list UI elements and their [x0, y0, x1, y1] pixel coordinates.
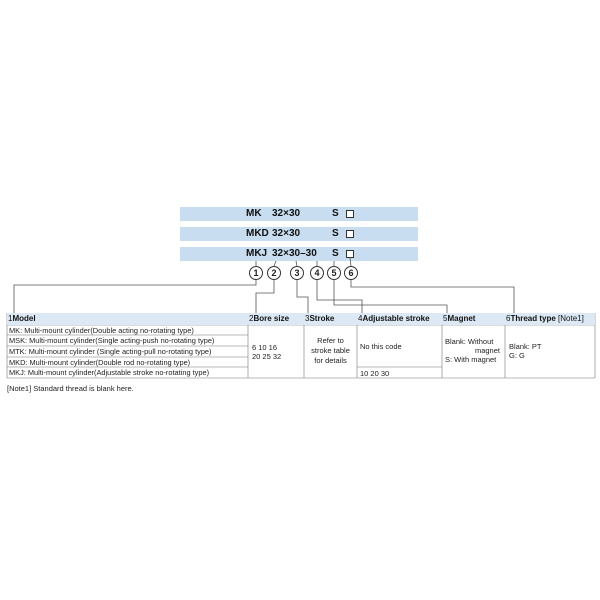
header-adjustable — [357, 313, 442, 325]
model-row-msk: MSK: Multi-mount cylinder(Single acting-push no-rotating type) — [9, 336, 215, 345]
stroke-text-1: Refer to — [317, 336, 344, 345]
magnet-blank-a: Blank: Without — [445, 337, 494, 346]
stroke-text-3: for details — [314, 356, 347, 365]
model-row-mtk: MTK: Multi-mount cylinder (Single acting-pull no-rotating type) — [9, 347, 212, 356]
code-suffix-mkd: S — [332, 228, 339, 239]
model-row-mk: MK: Multi-mount cylinder(Double acting no-rotating type) — [9, 326, 194, 335]
header-thread — [505, 313, 595, 325]
thread-pt: Blank: PT — [509, 342, 542, 351]
header-model-num: 1 — [8, 314, 13, 323]
bore-sizes-line2: 20 25 32 — [252, 352, 282, 361]
marker-4: 4 — [310, 266, 324, 280]
bore-sizes-line1: 6 10 16 — [252, 343, 278, 352]
header-thread-note: [Note1] — [558, 314, 584, 323]
header-bore — [248, 313, 304, 325]
stroke-text-2: stroke table — [311, 346, 350, 355]
marker-1: 1 — [249, 266, 263, 280]
magnet-with: S: With magnet — [445, 355, 497, 364]
code-series-mk: MK — [246, 208, 262, 219]
header-adjustable-num: 4 — [358, 314, 363, 323]
header-magnet-label: Magnet — [447, 314, 476, 323]
header-model — [7, 313, 248, 325]
magnet-blank-b: magnet — [474, 346, 500, 355]
code-suffix-mkj: S — [332, 248, 339, 259]
header-model-label: Model — [12, 314, 36, 323]
code-suffix-mk: S — [332, 208, 339, 219]
header-thread-num: 6 — [506, 314, 511, 323]
code-bore-stroke-mk: 32×30 — [272, 208, 301, 219]
code-series-mkj: MKJ — [246, 248, 268, 259]
footnote: [Note1] Standard thread is blank here. — [7, 384, 134, 393]
header-bore-label: Bore size — [253, 314, 290, 323]
header-thread-label: Thread type — [510, 314, 556, 323]
marker-2: 2 — [267, 266, 281, 280]
adjustable-none: No this code — [360, 342, 402, 351]
model-row-mkd: MKD: Multi-mount cylinder(Double rod no-rotating type) — [9, 358, 191, 367]
model-row-mkj: MKJ: Multi-mount cylinder(Adjustable stroke no-rotating type) — [9, 368, 210, 377]
marker-3: 3 — [290, 266, 304, 280]
code-series-mkd: MKD — [246, 228, 269, 239]
adjustable-values: 10 20 30 — [360, 369, 390, 378]
marker-5: 5 — [327, 266, 341, 280]
header-stroke — [304, 313, 357, 325]
thread-g: G: G — [509, 351, 525, 360]
header-adjustable-label: Adjustable stroke — [362, 314, 430, 323]
code-bore-stroke-mkd: 32×30 — [272, 228, 301, 239]
header-magnet — [442, 313, 505, 325]
header-stroke-num: 3 — [305, 314, 310, 323]
code-bore-stroke-mkj: 32×30–30 — [272, 248, 317, 259]
marker-6: 6 — [344, 266, 358, 280]
header-stroke-label: Stroke — [309, 314, 335, 323]
header-magnet-num: 5 — [443, 314, 448, 323]
header-bore-num: 2 — [249, 314, 254, 323]
